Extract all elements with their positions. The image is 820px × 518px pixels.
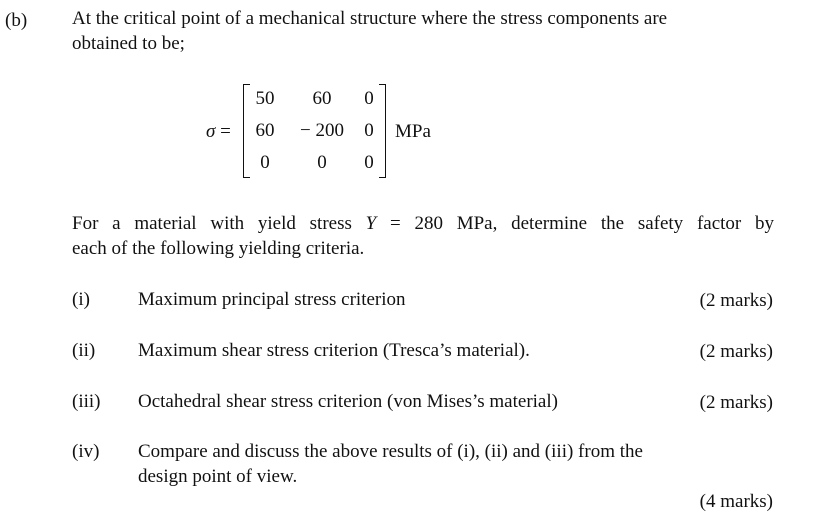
item-2-text: Maximum shear stress criterion (Tresca’s material). <box>138 340 530 361</box>
item-1-text: Maximum principal stress criterion <box>138 289 406 310</box>
item-4-marks: (4 marks) <box>699 491 773 512</box>
item-1-marks: (2 marks) <box>699 290 773 311</box>
item-3-number: (iii) <box>72 391 101 412</box>
item-4-number: (iv) <box>72 441 100 462</box>
part-label: (b) <box>5 10 28 31</box>
stress-matrix <box>243 84 386 178</box>
yield-line-1-post: = 280 MPa, determine the safety factor by <box>376 213 775 234</box>
item-4-text <box>138 439 643 489</box>
item-4-text-line-1: Compare and discuss the above results of (i), (ii) and (iii) from the <box>138 441 643 462</box>
yield-paragraph <box>72 211 774 261</box>
item-2-marks: (2 marks) <box>699 341 773 362</box>
intro-line-2: obtained to be; <box>72 33 185 54</box>
matrix-cell-r1c3: 0 <box>364 88 374 109</box>
sigma-symbol: σ <box>206 121 216 142</box>
intro-line-1: At the critical point of a mechanical structure where the stress components are <box>72 8 668 29</box>
item-3-text: Octahedral shear stress criterion (von Mises’s material) <box>138 391 558 412</box>
matrix-cell-r2c3: 0 <box>364 120 374 141</box>
matrix-cell-r2c2: − 200 <box>300 120 344 141</box>
stress-symbol-equals <box>206 119 231 144</box>
matrix-unit: MPa <box>395 121 431 142</box>
yield-variable: Y <box>365 213 377 234</box>
matrix-cell-r1c1: 50 <box>255 88 275 109</box>
matrix-cell-r3c1: 0 <box>260 152 270 173</box>
matrix-cell-r1c2: 60 <box>312 88 332 109</box>
matrix-cell-r3c3: 0 <box>364 152 374 173</box>
yield-line-1-pre: For a material with yield stress <box>72 213 366 234</box>
intro-paragraph <box>72 6 772 56</box>
item-2-number: (ii) <box>72 340 96 361</box>
yield-line-2: each of the following yielding criteria. <box>72 238 365 259</box>
item-3-marks: (2 marks) <box>699 392 773 413</box>
matrix-cell-r3c2: 0 <box>317 152 327 173</box>
item-4-text-line-2: design point of view. <box>138 466 298 487</box>
yield-line-1 <box>72 211 774 236</box>
item-1-number: (i) <box>72 289 90 310</box>
equals-sign: = <box>220 121 231 142</box>
matrix-cell-r2c1: 60 <box>255 120 275 141</box>
